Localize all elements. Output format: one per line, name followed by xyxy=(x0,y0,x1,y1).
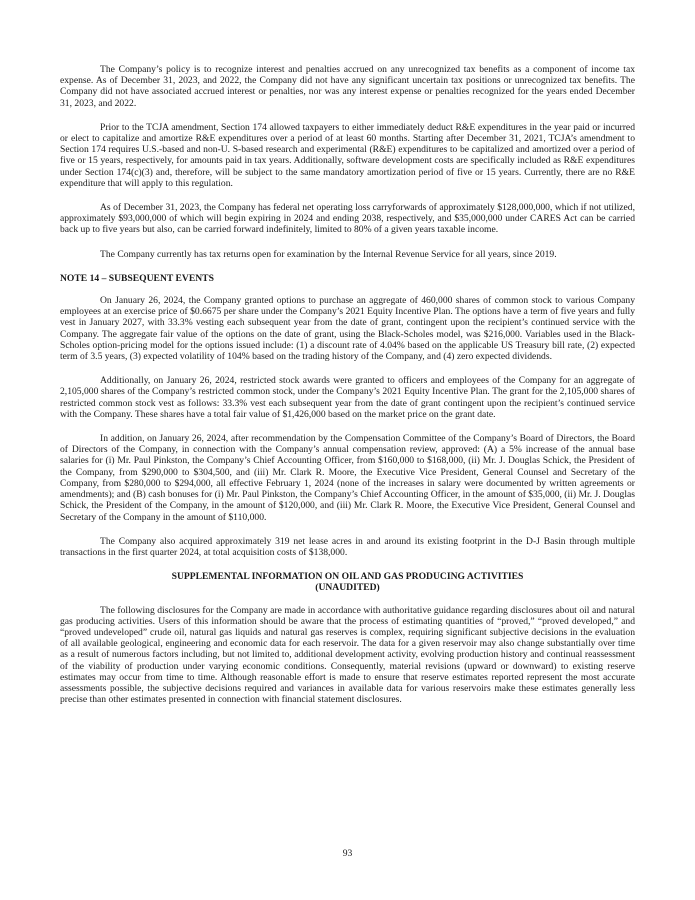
note-14-heading: NOTE 14 – SUBSEQUENT EVENTS xyxy=(60,272,214,284)
page-number: 93 xyxy=(342,848,353,859)
paragraph-section-174: Prior to the TCJA amendment, Section 174 allowed taxpayers to either immediately deduct R&E expenditures in the year paid or incurred or elect to capitalize and amortize R&E expenditures over a period of at least 60 months. Starting after December 31, 2021, TCJA’s amendment to Section 174 requires U.S.-based and non-U. S-based research and experimental (R&E) expenditures to be capitalized and amortized over a period of five or 15 years, respectively, for amounts paid in tax years. Additionally, software development costs are specifically included as R&E expenditures under Section 174(c)(3) and, therefore, will be subject to the same mandatory amortization period of five or 15 years. Currently, there are no R&E expenditure that will apply to this regulation. xyxy=(60,121,635,189)
paragraph-tax-returns-open: The Company currently has tax returns open for examination by the Internal Revenue Service for all years, since 2019. xyxy=(100,248,557,260)
supplemental-title-line-2: (UNAUDITED) xyxy=(315,582,380,594)
supplemental-section-title xyxy=(60,571,635,593)
paragraph-supplemental-disclosures: The following disclosures for the Company are made in accordance with authoritative guidance regarding disclosures about oil and natural gas producing activities. Users of this information should be aware that the process of estimating quantities of “proved,” “proved developed,” and “proved undeveloped” crude oil, natural gas liquids and natural gas reserves is complex, requiring significant subjective decisions in the evaluation of all available geological, engineering and economic data for each reservoir. The data for a given reservoir may also change substantially over time as a result of numerous factors including, but not limited to, additional development activity, evolving production history and continual reassessment of the viability of production under varying economic conditions. Consequently, material revisions (upward or downward) to existing reserve estimates may occur from time to time. Although reasonable effort is made to ensure that reserve estimates reported represent the most accurate assessments possible, the subjective decisions required and variances in available data for various reservoirs make these estimates generally less precise than other estimates presented in connection with financial statement disclosures. xyxy=(60,604,635,706)
paragraph-compensation-review: In addition, on January 26, 2024, after recommendation by the Compensation Committee of the Company’s Board of Directors, the Board of Directors of the Company, in connection with the Company’s annual compensation review, approved: (A) a 5% increase of the annual base salaries for (i) Mr. Paul Pinkston, the Company’s Chief Accounting Officer, from $160,000 to $168,000, (ii) Mr. J. Douglas Schick, the President of the Company, from $290,000 to $304,500, and (iii) Mr. Clark R. Moore, the Executive Vice President, General Counsel and Secretary of the Company, from $280,000 to $294,000, all effective February 1, 2024 (none of the increases in salary were documented by written agreements or amendments); and (B) cash bonuses for (i) Mr. Paul Pinkston, the Company’s Chief Accounting Officer, in the amount of $35,000, (ii) Mr. J. Douglas Schick, the President of the Company, in the amount of $120,000, and (iii) Mr. Clark R. Moore, the Executive Vice President, General Counsel and Secretary of the Company in the amount of $110,000. xyxy=(60,433,635,523)
supplemental-title-line-1: SUPPLEMENTAL INFORMATION ON OIL AND GAS PRODUCING ACTIVITIES xyxy=(171,571,524,583)
paragraph-restricted-stock-awards: Additionally, on January 26, 2024, restricted stock awards were granted to officers and employees of the Company for an aggregate of 2,105,000 shares of the Company’s restricted common stock, under the Company’s 2021 Equity Incentive Plan. The grant for the 2,105,000 shares of restricted common stock vest as follows: 33.3% vest each subsequent year from the date of grant contingent upon the recipient’s continued service with the Company. These shares have a total fair value of $1,426,000 based on the market price on the grant date. xyxy=(60,375,635,420)
paragraph-stock-options-grant: On January 26, 2024, the Company granted options to purchase an aggregate of 460,000 shares of common stock to various Company employees at an exercise price of $0.6675 per share under the Company’s 2021 Equity Incentive Plan. The options have a term of five years and fully vest in January 2027, with 33.3% vesting each subsequent year from the date of grant, contingent upon the recipient’s continued service with the Company. The aggregate fair value of the options on the date of grant, using the Black-Scholes model, was $216,000. Variables used in the Black-Scholes option-pricing model for the options issued include: (1) a discount rate of 4.04% based on the applicable US Treasury bill rate, (2) expected term of 3.5 years, (3) expected volatility of 104% based on the trading history of the Company, and (4) zero expected dividends. xyxy=(60,295,635,363)
paragraph-tax-penalties-policy: The Company’s policy is to recognize interest and penalties accrued on any unrecognized tax benefits as a component of income tax expense. As of December 31, 2023, and 2022, the Company did not have any significant uncertain tax positions or unrecognized tax benefits. The Company did not have associated accrued interest or penalties, nor was any interest expense or penalties recognized for the years ended December 31, 2023, and 2022. xyxy=(60,64,635,109)
document-page xyxy=(60,64,635,718)
paragraph-lease-acquisition: The Company also acquired approximately 319 net lease acres in and around its existing footprint in the D-J Basin through multiple transactions in the first quarter 2024, at total acquisition costs of $138,000. xyxy=(60,535,635,558)
paragraph-net-operating-loss: As of December 31, 2023, the Company has federal net operating loss carryforwards of approximately $128,000,000, which if not utilized, approximately $93,000,000 of which will begin expiring in 2024 and ending 2038, respectively, and $35,000,000 under CARES Act can be carried back up to five years but also, can be carried forward indefinitely, limited to 80% of a given years taxable income. xyxy=(60,202,635,236)
